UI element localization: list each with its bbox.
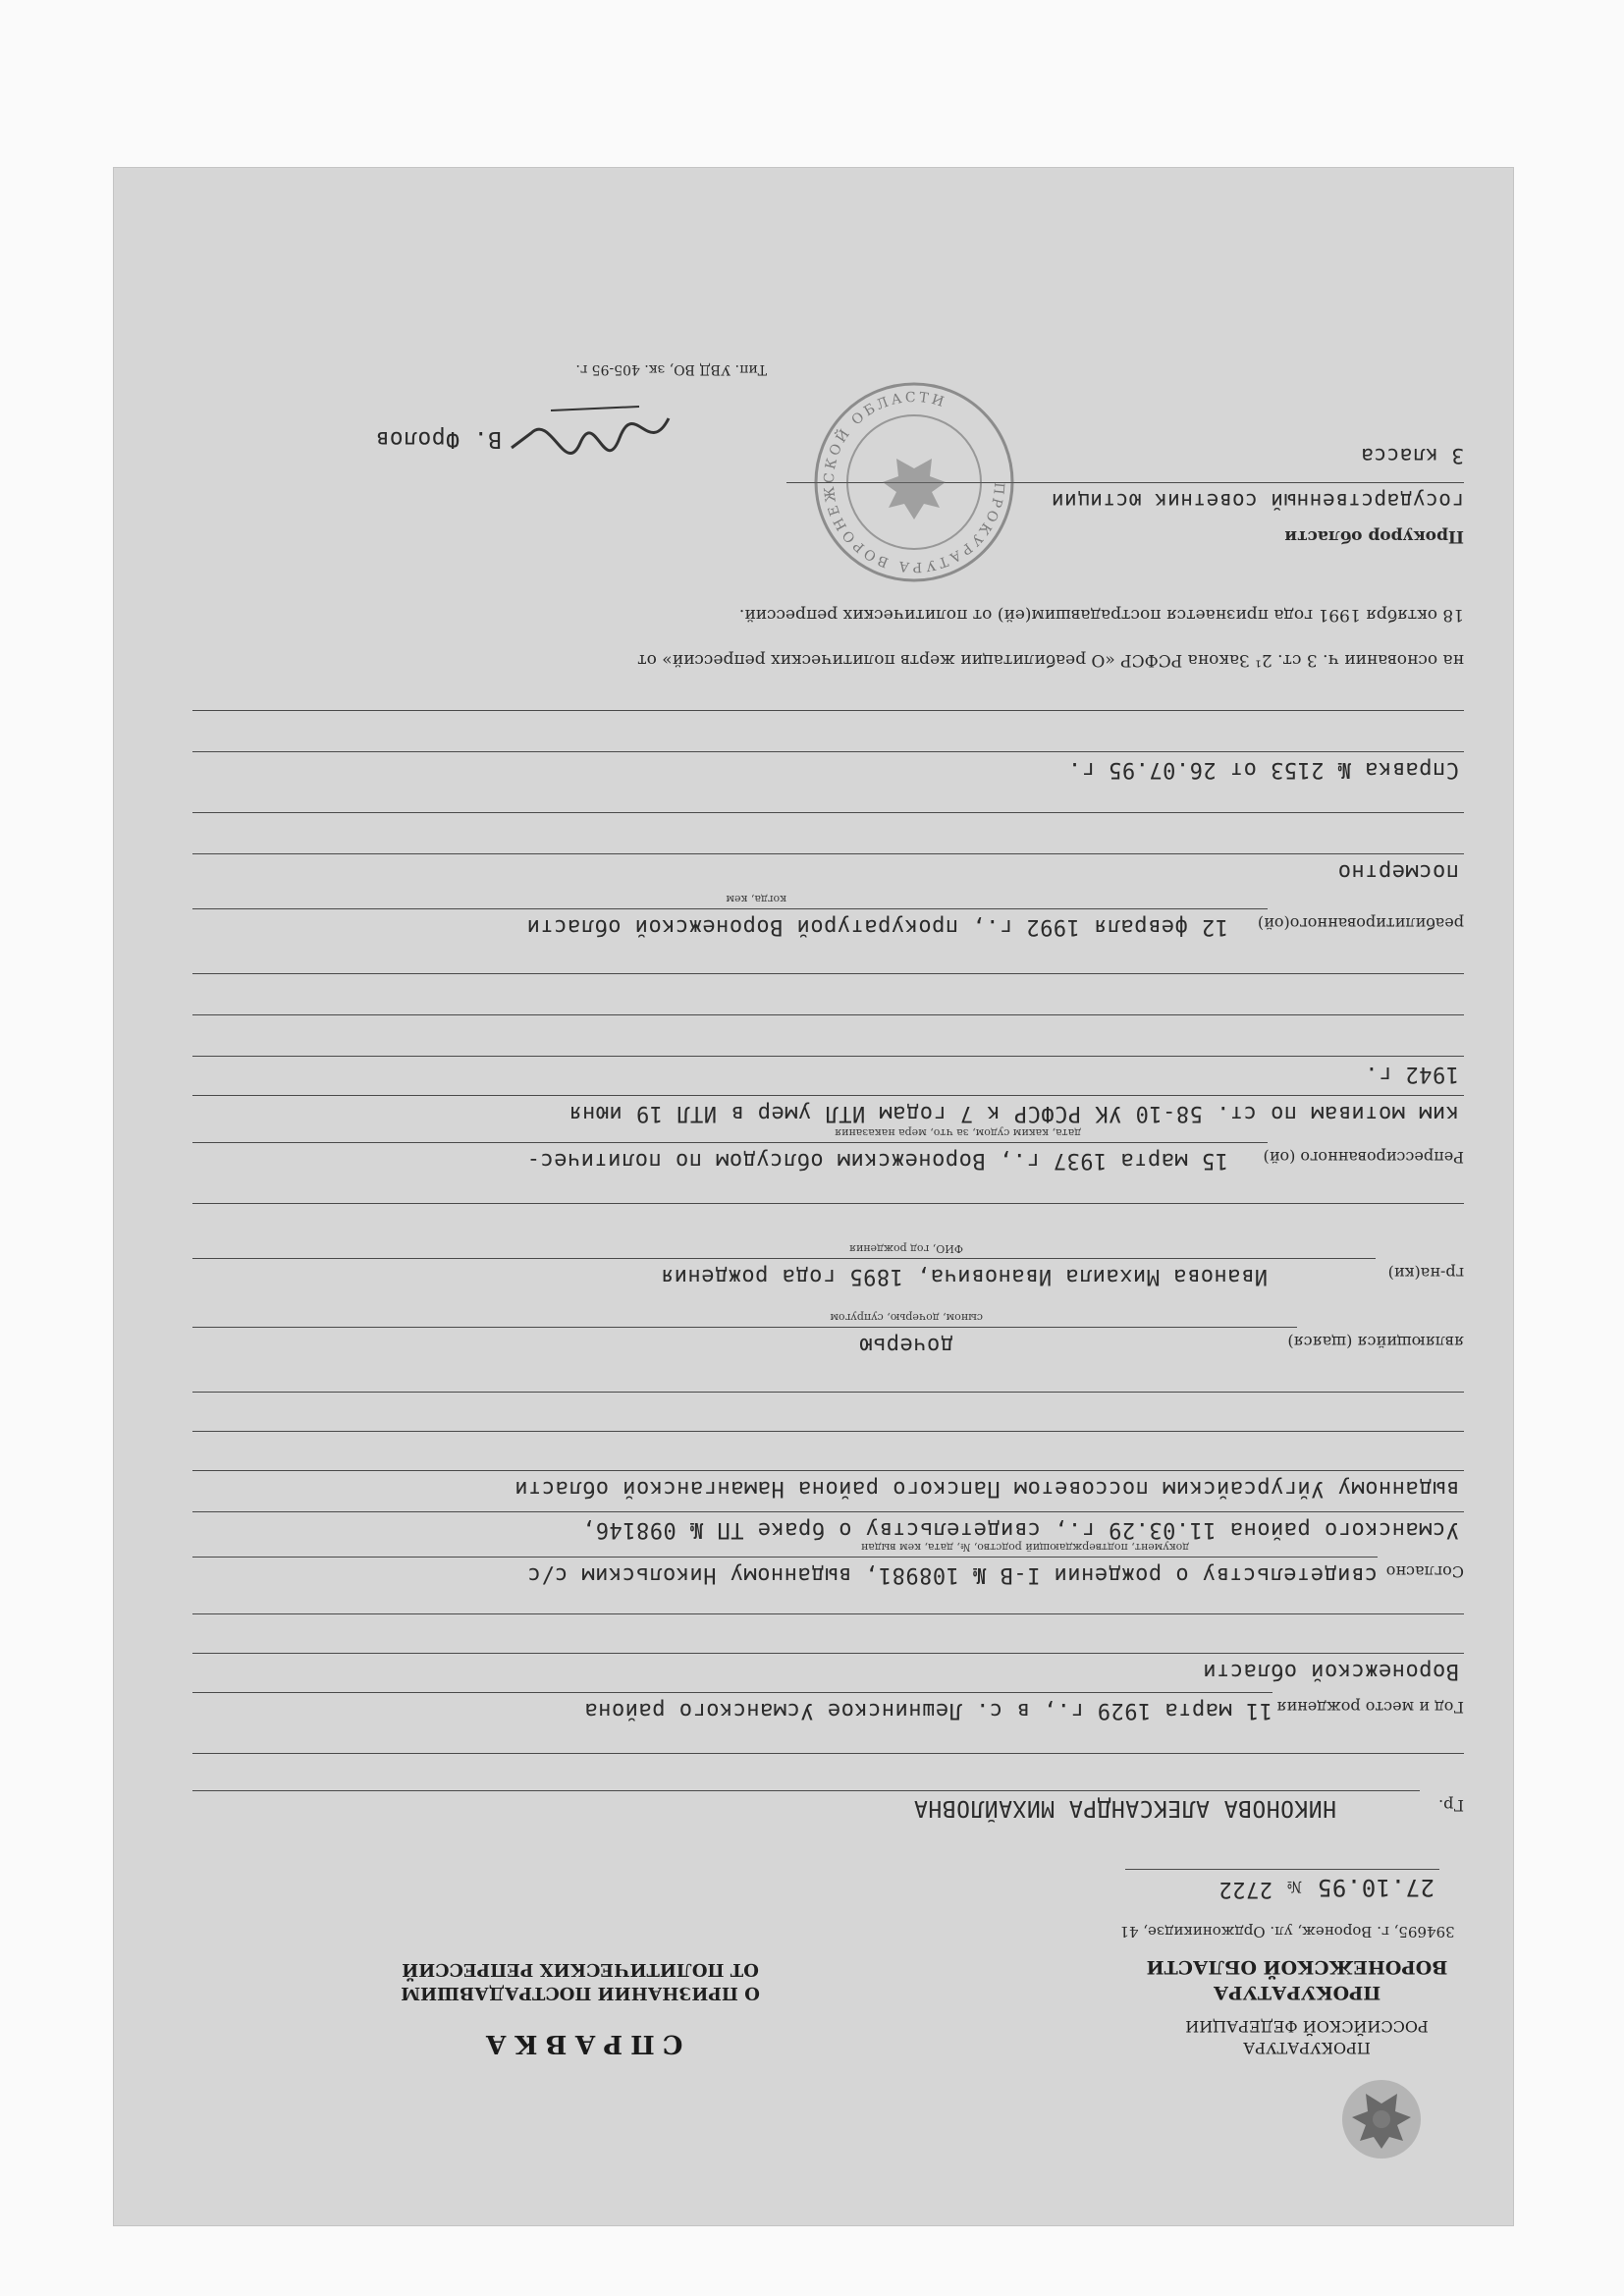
rule <box>192 1327 1297 1328</box>
signer-role-2: государственный советник юстиции <box>1051 489 1464 513</box>
rule <box>192 1142 1268 1143</box>
citizen-label: Гр. <box>1438 1796 1464 1815</box>
signer-name: В. Фролов <box>374 426 502 452</box>
signer-role-3: 3 класса <box>1360 444 1464 467</box>
subtitle-line: ОТ ПОЛИТИЧЕСКИХ РЕПРЕССИЙ <box>402 1958 759 1980</box>
office-line: ПРОКУРАТУРА <box>1213 1982 1381 2003</box>
org-header <box>1160 2016 1454 2058</box>
rule <box>192 812 1464 813</box>
repressed-label: Репрессированного (ой) <box>1263 1148 1464 1167</box>
rule <box>192 1203 1464 1204</box>
citizen-value: НИКОНОВА АЛЕКСАНДРА МИХАЙЛОВНА <box>913 1795 1336 1821</box>
repressed-hint: дата, каким судом, за что, мера наказания <box>835 1126 1081 1139</box>
rehab-label: реабилитированного(ой) <box>1257 914 1464 933</box>
person-value: Иванова Михаила Ивановича, 1895 года рождения <box>660 1264 1268 1288</box>
rule <box>192 1613 1464 1614</box>
repressed-value-3: 1942 г. <box>1364 1062 1459 1086</box>
document-rotated <box>114 168 1513 2225</box>
scanned-sheet <box>113 167 1514 2226</box>
rule <box>192 1056 1464 1057</box>
printer-imprint: Тип. УВД ВО, зк. 405-95 г. <box>575 361 767 377</box>
basis-hint: документ, подтверждающий родство, №, дата, кем выдан <box>860 1541 1189 1554</box>
law-line-2: 18 октября 1991 года признается пострадавшим(ей) от политических репрессий. <box>738 605 1464 625</box>
rehab-value-1: 12 февраля 1992 г., прокуратурой Воронежской области <box>526 914 1228 939</box>
person-label: гр-на(ки) <box>1387 1264 1464 1283</box>
rule <box>192 1258 1376 1259</box>
rule <box>192 1653 1464 1654</box>
official-seal-stamp <box>806 374 1022 590</box>
org-line: ПРОКУРАТУРА <box>1243 2039 1371 2057</box>
office-header <box>1130 1954 1464 2004</box>
handwritten-signature <box>502 389 678 467</box>
birth-value-1: 11 марта 1929 г., в с. Лешнинское Усманского района <box>583 1698 1272 1722</box>
birth-label: Год и место рождения <box>1276 1698 1464 1717</box>
rule <box>192 1753 1464 1754</box>
rule <box>192 1511 1464 1512</box>
subtitle-line: О ПРИЗНАНИИ ПОСТРАДАВШИМ <box>401 1983 760 2003</box>
rule <box>192 1790 1420 1791</box>
relation-value: дочерью <box>858 1333 953 1357</box>
rule <box>192 853 1464 854</box>
number-label: № <box>1286 1878 1302 1896</box>
basis-value-2: Усманского района 11.03.29 г., свидетельству о браке ТП № 098146, <box>581 1517 1459 1542</box>
cert-value: Справка № 2153 от 26.07.95 г. <box>1067 757 1459 782</box>
doc-subtitle <box>364 1956 796 2004</box>
basis-label: Согласно <box>1385 1562 1464 1581</box>
rehab-value-2: посмертно <box>1337 859 1459 884</box>
law-line-1: на основании ч. 3 ст. 2¹ Закона РСФСР «О реабилитации жертв политических репрессий» от <box>637 650 1464 670</box>
repressed-value-2: ким мотивам по ст. 58-10 УК РСФСР к 7 годам ИТЛ умер в ИТЛ 19 июня <box>568 1101 1459 1125</box>
date-rule <box>1125 1869 1439 1870</box>
rule <box>192 1392 1464 1393</box>
rule <box>192 973 1464 974</box>
doc-date: 27.10.95 <box>1317 1874 1435 1901</box>
doc-title: СПРАВКА <box>477 2029 683 2058</box>
rule <box>192 1095 1464 1096</box>
relation-hint: сыном, дочерью, супругом <box>830 1311 983 1324</box>
signer-role-1: Прокурор области <box>1284 526 1464 546</box>
rule <box>192 1470 1464 1471</box>
rule <box>192 1014 1464 1015</box>
birth-value-2: Воронежской области <box>1202 1659 1459 1683</box>
rule <box>192 1557 1378 1558</box>
rule <box>192 710 1464 711</box>
rule <box>192 751 1464 752</box>
rule <box>192 908 1268 909</box>
repressed-value-1: 15 марта 1937 г., Воронежским облсудом по политичес- <box>526 1148 1228 1173</box>
doc-number: 2722 <box>1218 1877 1272 1901</box>
rule <box>192 1431 1464 1432</box>
office-line: ВОРОНЕЖСКОЙ ОБЛАСТИ <box>1146 1956 1448 1979</box>
address: 394695, г. Воронеж, ул. Орджоникидзе, 41 <box>1119 1923 1455 1941</box>
rule <box>192 1692 1272 1693</box>
basis-value-3: выданному Уйгурсайским поссоветом Папского района Наманганской области <box>514 1476 1459 1501</box>
person-hint: ФИО, год рождения <box>848 1242 963 1255</box>
relation-label: являющийся (щаяся) <box>1287 1333 1464 1351</box>
basis-value-1: свидетельству о рождении I-В № 108981, выданному Никольским с/с <box>527 1562 1378 1587</box>
org-line: РОССИЙСКОЙ ФЕДЕРАЦИИ <box>1185 2017 1429 2037</box>
emblem-icon <box>1334 2072 1429 2166</box>
seal-text: ПРОКУРАТУРА ВОРОНЕЖСКОЙ ОБЛАСТИ <box>821 389 1007 575</box>
rehab-hint: когда, кем <box>726 893 786 905</box>
